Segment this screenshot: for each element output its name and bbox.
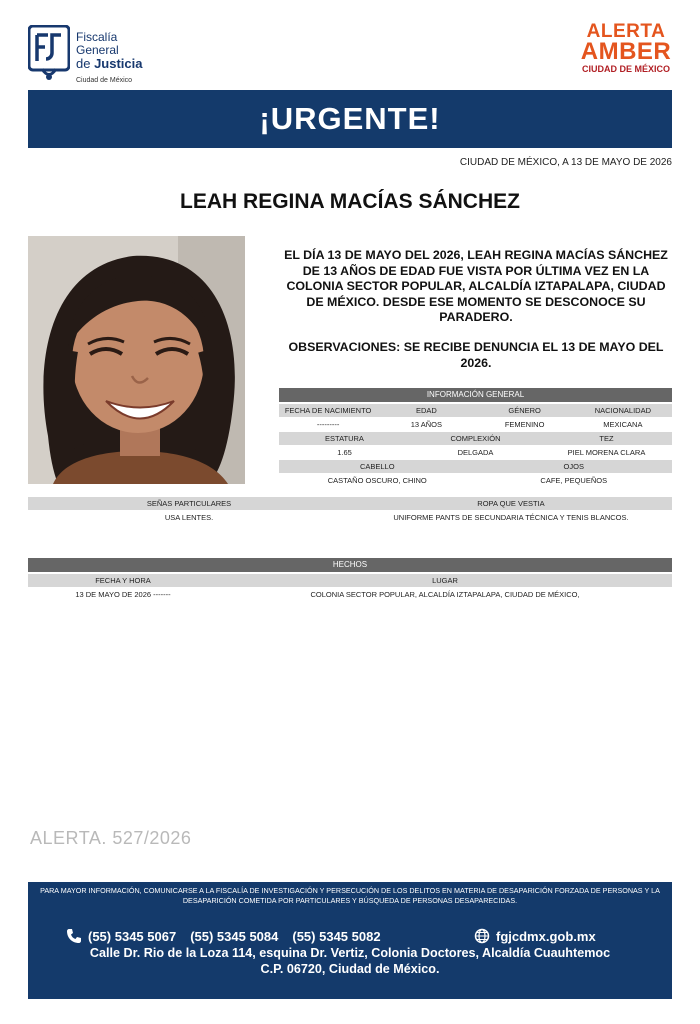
contact-footer [28,882,672,999]
value-height: 1.65 [337,448,352,457]
label-gender: GÉNERO [508,406,541,415]
facts-values [28,587,672,602]
phone-3[interactable]: (55) 5345 5082 [292,929,381,944]
label-height: ESTATURA [325,434,364,443]
contact-note: PARA MAYOR INFORMACIÓN, COMUNICARSE A LA FISCALÍA DE INVESTIGACIÓN Y PERSECUCIÓN DE LOS DELITOS EN MATERIA DE DESAPARICIÓN FORZADA DE PERSONAS Y LA DESAPARICIÓN COMETIDA POR PARTICULARES Y BÚSQUEDA DE PERSONAS DESAPARECIDAS. [40,886,660,905]
info-general-title: INFORMACIÓN GENERAL [279,388,672,402]
phone-2[interactable]: (55) 5345 5084 [190,929,279,944]
alert-number: ALERTA. 527/2026 [30,828,192,848]
label-place: LUGAR [432,576,458,585]
facts-labels [28,574,672,587]
value-age: 13 AÑOS [410,420,443,429]
globe-icon [474,928,490,944]
phone-icon [66,928,82,944]
senas-labels [28,497,672,510]
label-nationality: NACIONALIDAD [594,406,651,415]
website-link[interactable]: fgjcdmx.gob.mx [496,929,596,944]
issue-date: CIUDAD DE MÉXICO, A 13 DE MAYO DE 2026 [459,157,672,168]
facts-title: HECHOS [28,558,672,572]
fgj-emblem-icon [28,25,70,83]
value-hair: CASTAÑO OSCURO, CHINO [327,476,427,485]
value-gender: FEMENINO [504,420,545,429]
label-distinguishing-features: SEÑAS PARTICULARES [146,499,232,508]
facts-table [28,558,672,602]
value-distinguishing-features: USA LENTES. [164,513,214,522]
urgent-banner: ¡URGENTE! [28,90,672,148]
website [474,928,596,944]
label-eyes: OJOS [563,462,584,471]
phone-1[interactable]: (55) 5345 5067 [88,929,177,944]
label-birthdate: FECHA DE NACIMIENTO [284,406,372,415]
amber-line-3: CIUDAD DE MÉXICO [581,64,670,74]
info-row-1-values [279,417,672,432]
amber-line-1: ALERTA [586,21,666,42]
info-general-table [279,388,672,488]
info-row-3-labels [279,460,672,473]
portrait-illustration [28,236,245,484]
label-hair: CABELLO [359,462,395,471]
missing-person-name: LEAH REGINA MACÍAS SÁNCHEZ [180,190,520,213]
phone-numbers [66,928,395,944]
fgj-line-3-bold: Justicia [94,56,143,71]
distinguishing-features-table [28,497,672,525]
label-date-time: FECHA Y HORA [95,576,151,585]
value-date-time: 13 DE MAYO DE 2026 ------- [75,590,171,599]
fgj-wordmark [76,31,143,87]
amber-line-2: AMBER [580,38,672,65]
missing-person-photo [28,236,245,484]
address-line-1: Calle Dr. Rio de la Loza 114, esquina Dr. Vertiz, Colonia Doctores, Alcaldía Cuauhtemoc [89,946,611,960]
address-line-2: C.P. 06720, Ciudad de México. [260,962,440,976]
fgj-logo [28,25,178,85]
fgj-line-1: Fiscalía [76,30,118,44]
alerta-amber-logo [580,22,672,86]
value-clothing: UNIFORME PANTS DE SECUNDARIA TÉCNICA Y TENIS BLANCOS. [393,513,629,522]
value-birthdate: --------- [316,420,340,429]
fgj-line-4: Ciudad de México [76,77,133,84]
value-complexion: PIEL MORENA CLARA [567,448,646,457]
label-complexion: TEZ [599,434,614,443]
disappearance-description: EL DÍA 13 DE MAYO DEL 2026, LEAH REGINA MACÍAS SÁNCHEZ DE 13 AÑOS DE EDAD FUE VISTA POR ÚLTIMA VEZ EN LA COLONIA SECTOR POPULAR, ALCALDÍA IZTAPALAPA, CIUDAD DE MÉXICO. DESDE ESE MOMENTO SE DESCONOCE SU PARADERO. [284,248,668,324]
fgj-line-2: General [76,43,119,57]
label-age: EDAD [415,406,437,415]
observations: OBSERVACIONES: SE RECIBE DENUNCIA EL 13 DE MAYO DEL 2026. [288,340,664,370]
label-build: COMPLEXIÓN [450,434,501,443]
info-row-3-values [279,473,672,488]
info-row-2-values [279,445,672,460]
value-build: DELGADA [457,448,494,457]
fgj-line-3-pre: de [76,56,95,71]
value-eyes: CAFE, PEQUEÑOS [540,476,608,485]
value-nationality: MEXICANA [603,420,643,429]
info-row-1-labels [279,404,672,417]
info-row-2-labels [279,432,672,445]
value-place: COLONIA SECTOR POPULAR, ALCALDÍA IZTAPALAPA, CIUDAD DE MÉXICO, [310,590,580,599]
label-clothing: ROPA QUE VESTIA [477,499,545,508]
fgj-line-3 [76,57,143,70]
senas-values [28,510,672,525]
